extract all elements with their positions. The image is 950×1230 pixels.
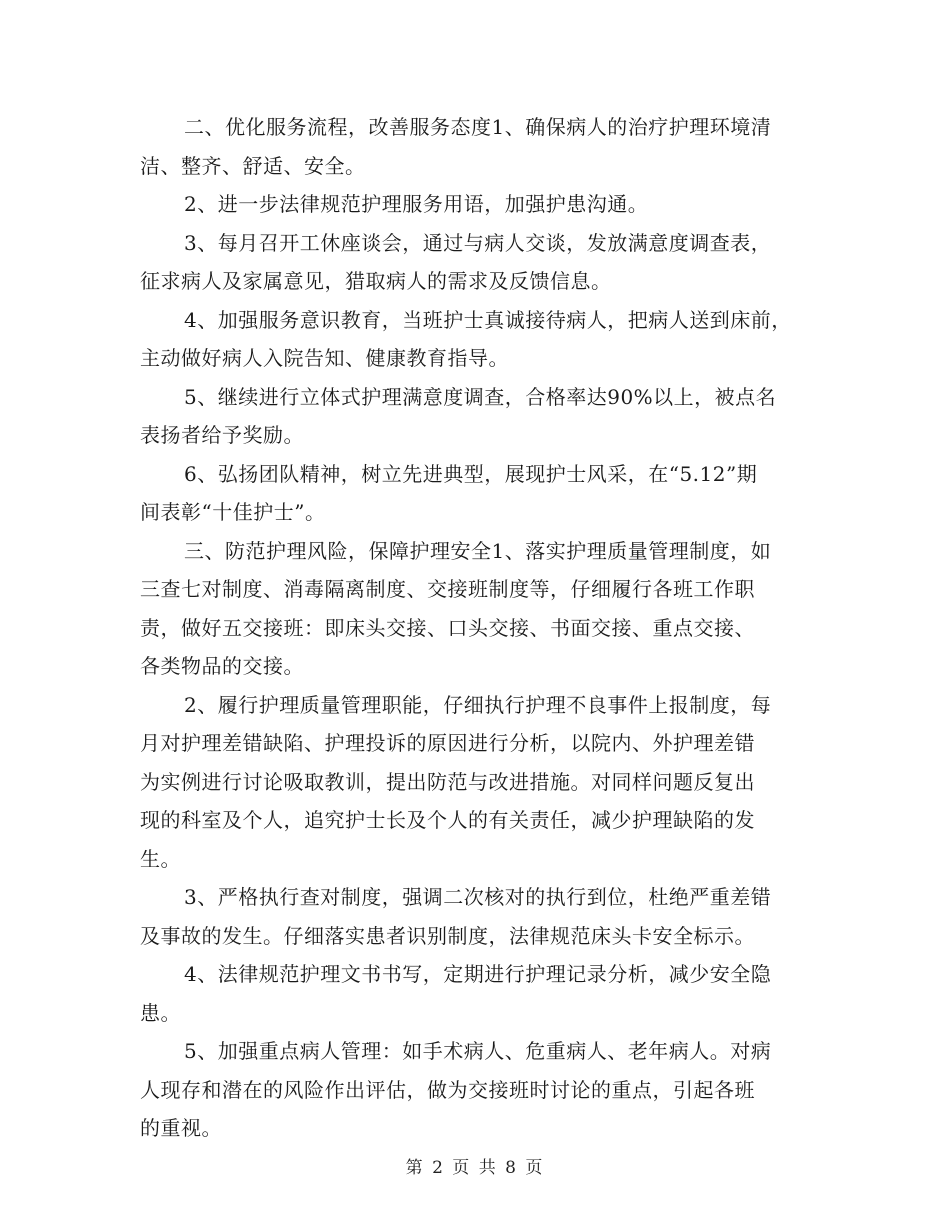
paragraph-line: 3、每月召开工休座谈会，通过与病人交谈，发放满意度调查表， bbox=[184, 230, 772, 255]
paragraph-line: 三、防范护理风险，保障护理安全1、落实护理质量管理制度，如 bbox=[184, 538, 772, 563]
paragraph bbox=[140, 532, 820, 686]
paragraph bbox=[140, 378, 820, 455]
paragraph bbox=[140, 224, 820, 301]
paragraph-line: 表扬者给予奖励。 bbox=[140, 423, 304, 447]
paragraph-line: 4、加强服务意识教育，当班护士真诚接待病人，把病人送到床前， bbox=[184, 307, 792, 332]
paragraph-line: 生。 bbox=[140, 846, 181, 871]
paragraph-line: 为实例进行讨论吸取教训，提出防范与改进措施。对同样问题反复出 bbox=[140, 769, 755, 794]
paragraph-line: 责，做好五交接班：即床头交接、口头交接、书面交接、重点交接、 bbox=[140, 615, 755, 640]
paragraph bbox=[140, 108, 820, 185]
paragraph-line: 5、加强重点病人管理：如手术病人、危重病人、老年病人。对病 bbox=[184, 1039, 772, 1063]
paragraph-line: 及事故的发生。仔细落实患者识别制度，法律规范床头卡安全标示。 bbox=[140, 923, 755, 948]
paragraph bbox=[140, 301, 820, 378]
paragraph-line: 5、继续进行立体式护理满意度调查，合格率达90%以上，被点名 bbox=[184, 384, 777, 409]
paragraph bbox=[140, 686, 820, 879]
paragraph-line: 月对护理差错缺陷、护理投诉的原因进行分析，以院内、外护理差错 bbox=[140, 731, 755, 755]
paragraph-line: 二、优化服务流程，改善服务态度1、确保病人的治疗护理环境清 bbox=[184, 115, 772, 139]
paragraph-line: 征求病人及家属意见，猎取病人的需求及反馈信息。 bbox=[140, 269, 612, 293]
paragraph bbox=[140, 1032, 820, 1148]
paragraph-line: 患。 bbox=[140, 1000, 181, 1025]
paragraph-line: 4、法律规范护理文书书写，定期进行护理记录分析，减少安全隐 bbox=[184, 962, 772, 986]
paragraph bbox=[140, 185, 820, 224]
page-footer: 第 2 页 共 8 页 bbox=[405, 1158, 545, 1178]
paragraph-line: 洁、整齐、舒适、安全。 bbox=[140, 153, 366, 178]
paragraph bbox=[140, 455, 820, 532]
document-body bbox=[140, 108, 820, 1148]
paragraph-line: 3、严格执行查对制度，强调二次核对的执行到位，杜绝严重差错 bbox=[184, 885, 772, 909]
paragraph-line: 人现存和潜在的风险作出评估，做为交接班时讨论的重点，引起各班 bbox=[140, 1077, 755, 1102]
paragraph-line: 间表彰“十佳护士”。 bbox=[140, 500, 326, 524]
paragraph-line: 各类物品的交接。 bbox=[140, 654, 304, 678]
paragraph-line: 6、弘扬团队精神，树立先进典型，展现护士风采，在“5.12”期 bbox=[184, 461, 758, 486]
paragraph-line: 的重视。 bbox=[140, 1116, 222, 1140]
paragraph-line: 现的科室及个人，追究护士长及个人的有关责任，减少护理缺陷的发 bbox=[140, 808, 755, 832]
paragraph-line: 2、进一步法律规范护理服务用语，加强护患沟通。 bbox=[184, 192, 649, 216]
paragraph-line: 主动做好病人入院告知、健康教育指导。 bbox=[140, 346, 509, 370]
paragraph bbox=[140, 955, 820, 1032]
paragraph bbox=[140, 878, 820, 955]
paragraph-line: 三查七对制度、消毒隔离制度、交接班制度等，仔细履行各班工作职 bbox=[140, 577, 755, 601]
paragraph-line: 2、履行护理质量管理职能，仔细执行护理不良事件上报制度，每 bbox=[184, 692, 772, 717]
